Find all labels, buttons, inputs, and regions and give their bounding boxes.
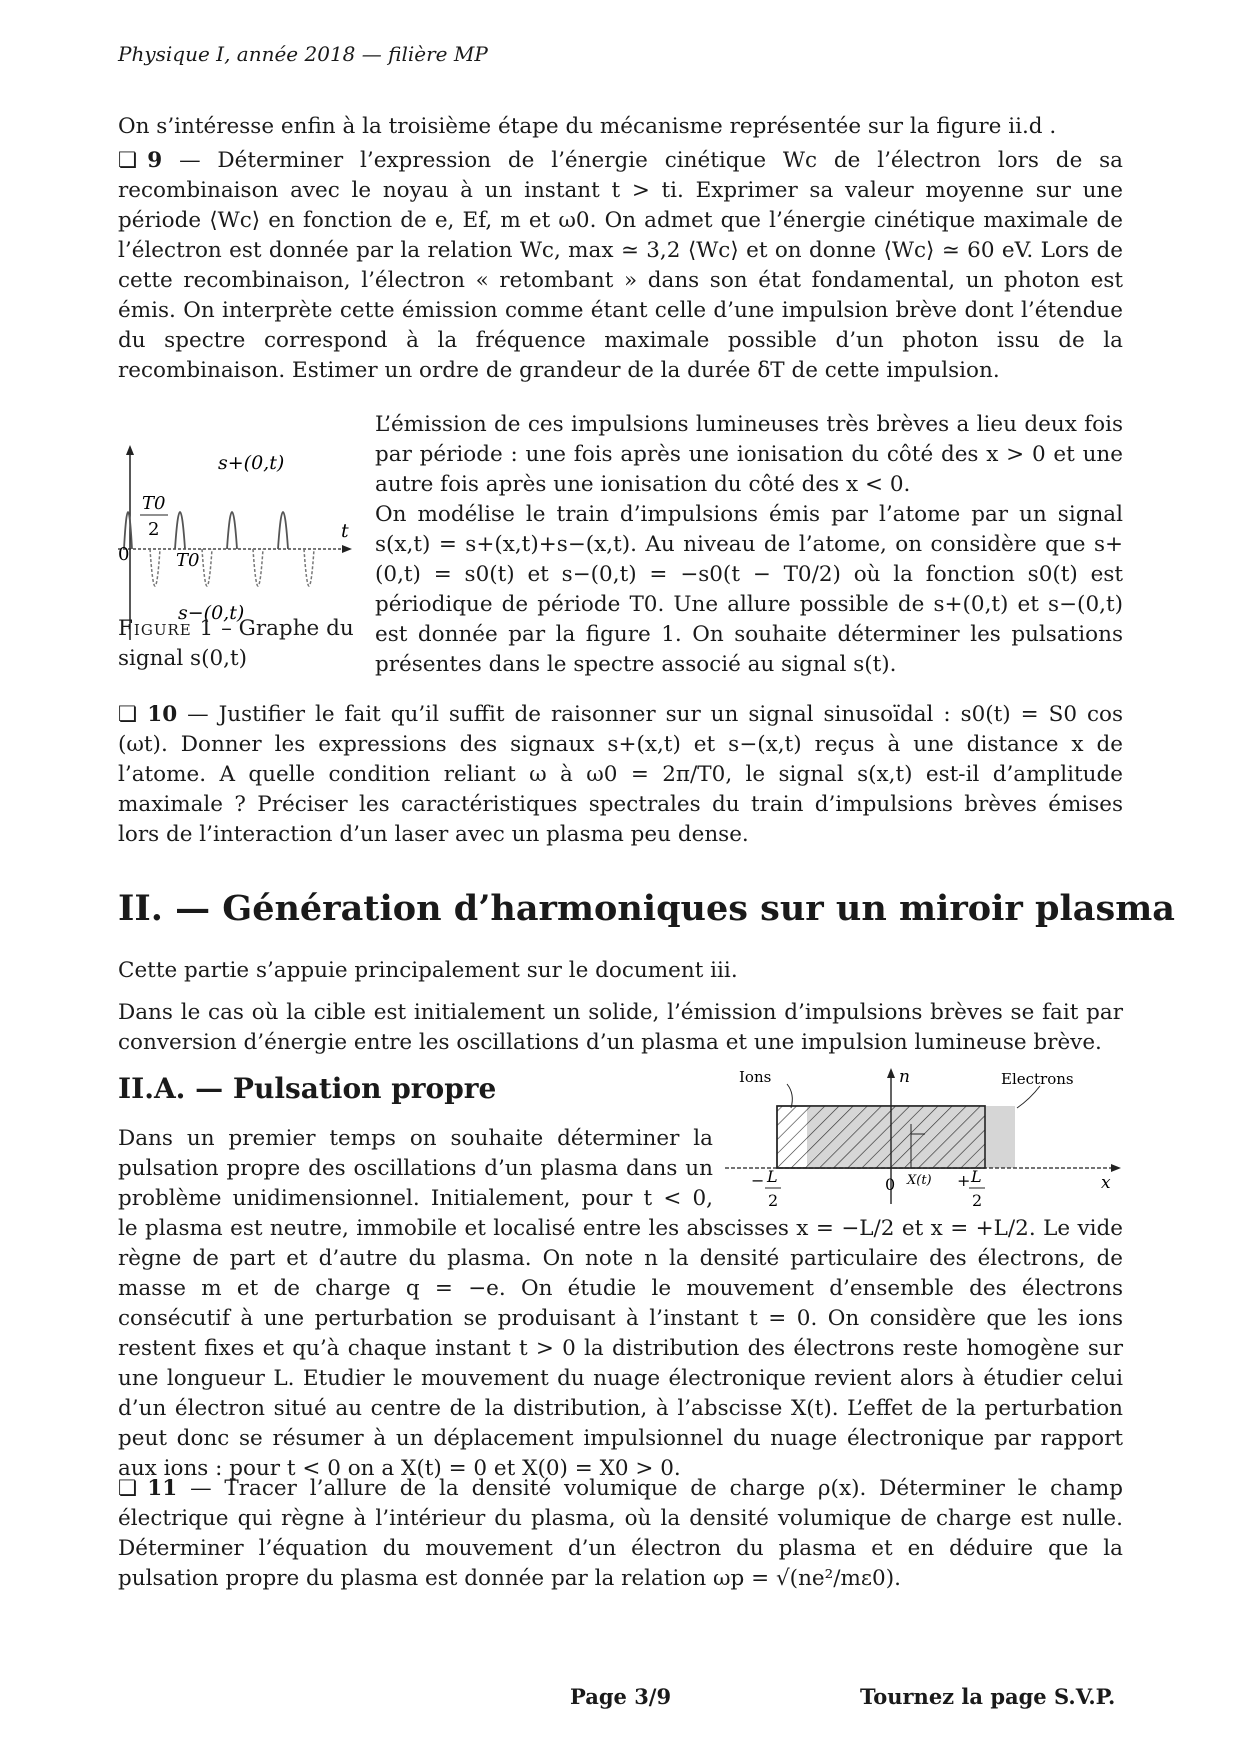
- section-paragraph: Cette partie s’appuie principalement sur le document iii.: [118, 958, 738, 983]
- question-9: [118, 146, 1123, 386]
- caption-prefix: Figure 1: [118, 616, 215, 641]
- label-t: t: [341, 520, 349, 542]
- sminus-pulse: [202, 549, 212, 586]
- splus-pulse: [175, 512, 185, 549]
- sminus-pulse: [253, 549, 263, 586]
- label-2: 2: [768, 1191, 779, 1210]
- label-minus: −: [751, 1171, 765, 1190]
- checkbox-icon: ❏: [118, 148, 138, 173]
- label-2: 2: [972, 1191, 983, 1210]
- label-ions: Ions: [739, 1068, 772, 1086]
- intro-q9: [118, 112, 1123, 142]
- intro-paragraph: On s’intéresse enfin à la troisième étape du mécanisme représentée sur la figure ii.d .: [118, 114, 1057, 139]
- label-plus: +: [957, 1171, 971, 1190]
- label-electrons: Electrons: [1001, 1070, 1074, 1088]
- section-title: II. — Génération d’harmoniques sur un miroir plasma: [118, 888, 1175, 929]
- page-number: Page 3/9: [570, 1684, 672, 1709]
- sminus-pulse: [304, 549, 314, 586]
- checkbox-icon: ❏: [118, 702, 138, 727]
- label-L: L: [767, 1167, 778, 1186]
- question-text: — Déterminer l’expression de l’énergie cinétique Wc de l’électron lors de sa recombinaison avec le noyau à un instant t > ti. Exprimer sa valeur moyenne sur une période ⟨Wc⟩ en fonction de e, Ef, m et ω0. On admet que l’énergie cinétique maximale de l’électron est donnée par la relation Wc, max ≃ 3,2 ⟨Wc⟩ et on donne ⟨Wc⟩ ≃ 60 eV. Lors de cette recombinaison, l’électron « retombant » dans son état fondamental, un photon est émis. On interprète cette émission comme étant celle d’une impulsion brève dont l’étendue du spectre correspond à la fréquence maximale possible d’un photon issu de la recombinaison. Estimer un ordre de grandeur de la durée δT de cette impulsion.: [118, 148, 1123, 383]
- running-header: Physique I, année 2018 — filière MP: [118, 42, 488, 66]
- checkbox-icon: ❏: [118, 1476, 138, 1501]
- label-L: L: [971, 1167, 982, 1186]
- question-number: 10: [147, 702, 178, 727]
- splus-pulse: [278, 512, 288, 549]
- label-zero: 0: [885, 1175, 896, 1194]
- label-T0-half-den: 2: [148, 519, 160, 540]
- label-X: X(t): [907, 1173, 932, 1188]
- subsection-title: II.A. — Pulsation propre: [118, 1072, 497, 1105]
- turn-page-note: Tournez la page S.V.P.: [860, 1684, 1116, 1709]
- label-sminus: s−(0,t): [178, 602, 245, 624]
- label-n: n: [899, 1067, 910, 1087]
- sminus-pulse: [150, 549, 160, 586]
- figure-1-caption: [118, 614, 358, 674]
- fig1-paragraph: L’émission de ces impulsions lumineuses très brèves a lieu deux fois par période : une fois après une ionisation du côté des x > 0 et une autre fois après une ionisation du côté des x < 0.: [375, 412, 1123, 497]
- label-x: x: [1101, 1173, 1111, 1193]
- question-text: — Justifier le fait qu’il suffit de raisonner sur un signal sinusoïdal : s0(t) = S0 cos (ωt). Donner les expressions des signaux s+(x,t) et s−(x,t) reçus à une distance x de l’atome. A quelle condition reliant ω à ω0 = 2π/T0, le signal s(x,t) est-il d’amplitude maximale ? Préciser les caractéristiques spectrales du train d’impulsions brèves émises lors de l’interaction d’un laser avec un plasma peu dense.: [118, 702, 1124, 847]
- question-11: [118, 1474, 1123, 1594]
- subsection-text: Dans un premier temps on souhaite déterminer la pulsation propre des oscillations d’un plasma dans un problème unidimensionnel. Initialement, pour t < 0, le plasma est neutre, immobile et localisé entre les abscisses x = −L/2 et x = +L/2. Le vide règne de part et d’autre du plasma. On note n la densité particulaire des électrons, de masse m et de charge q = −e. On étudie le mouvement d’ensemble des électrons consécutif à une perturbation se produisant à l’instant t = 0. On considère que les ions restent fixes et qu’à chaque instant t > 0 la distribution des électrons reste homogène sur une longueur L. Etudier le mouvement du nuage électronique revient alors à étudier celui d’un électron situé au centre de la distribution, à l’abscisse X(t). L’effet de la perturbation peut donc se résumer à un déplacement impulsionnel du nuage électronique par rapport aux ions : pour t < 0 on a X(t) = 0 et X(0) = X0 > 0.: [118, 1126, 1123, 1481]
- fig1-paragraph: On modélise le train d’impulsions émis par l’atome par un signal s(x,t) = s+(x,t)+s−(x,t). Au niveau de l’atome, on considère que s+(0,t) = s0(t) et s−(0,t) = −s0(t − T0/2) où la fonction s0(t) est périodique de période T0. Une allure possible de s+(0,t) et s−(0,t) est donnée par la figure 1. On souhaite déterminer les pulsations présentes dans le spectre associé au signal s(t).: [375, 502, 1123, 677]
- label-splus: s+(0,t): [218, 452, 285, 474]
- figure-1-text: [375, 410, 1123, 680]
- subsection-paragraph: [118, 1124, 1123, 1484]
- section-paragraph: Dans le cas où la cible est initialement un solide, l’émission d’impulsions brèves se fait par conversion d’énergie entre les oscillations d’un plasma et une impulsion lumineuse brève.: [118, 1000, 1123, 1055]
- label-zero: 0: [118, 544, 130, 565]
- question-number: 11: [147, 1476, 178, 1501]
- section-2-paragraph: [118, 998, 1123, 1058]
- label-T0-half-num: T0: [142, 493, 166, 514]
- question-number: 9: [147, 148, 163, 173]
- question-text: — Tracer l’allure de la densité volumique de charge ρ(x). Déterminer le champ électrique qui règne à l’intérieur du plasma, où la densité volumique de charge est nulle. Déterminer l’équation du mouvement d’un électron du plasma et en déduire que la pulsation propre du plasma est donnée par la relation ωp = √(ne²/mε0).: [118, 1476, 1123, 1591]
- caption-text: – Graphe du signal s(0,t): [118, 616, 354, 671]
- splus-pulse: [227, 512, 237, 549]
- section-2-intro: [118, 956, 1123, 986]
- label-T0: T0: [176, 550, 200, 571]
- question-10: [118, 700, 1123, 850]
